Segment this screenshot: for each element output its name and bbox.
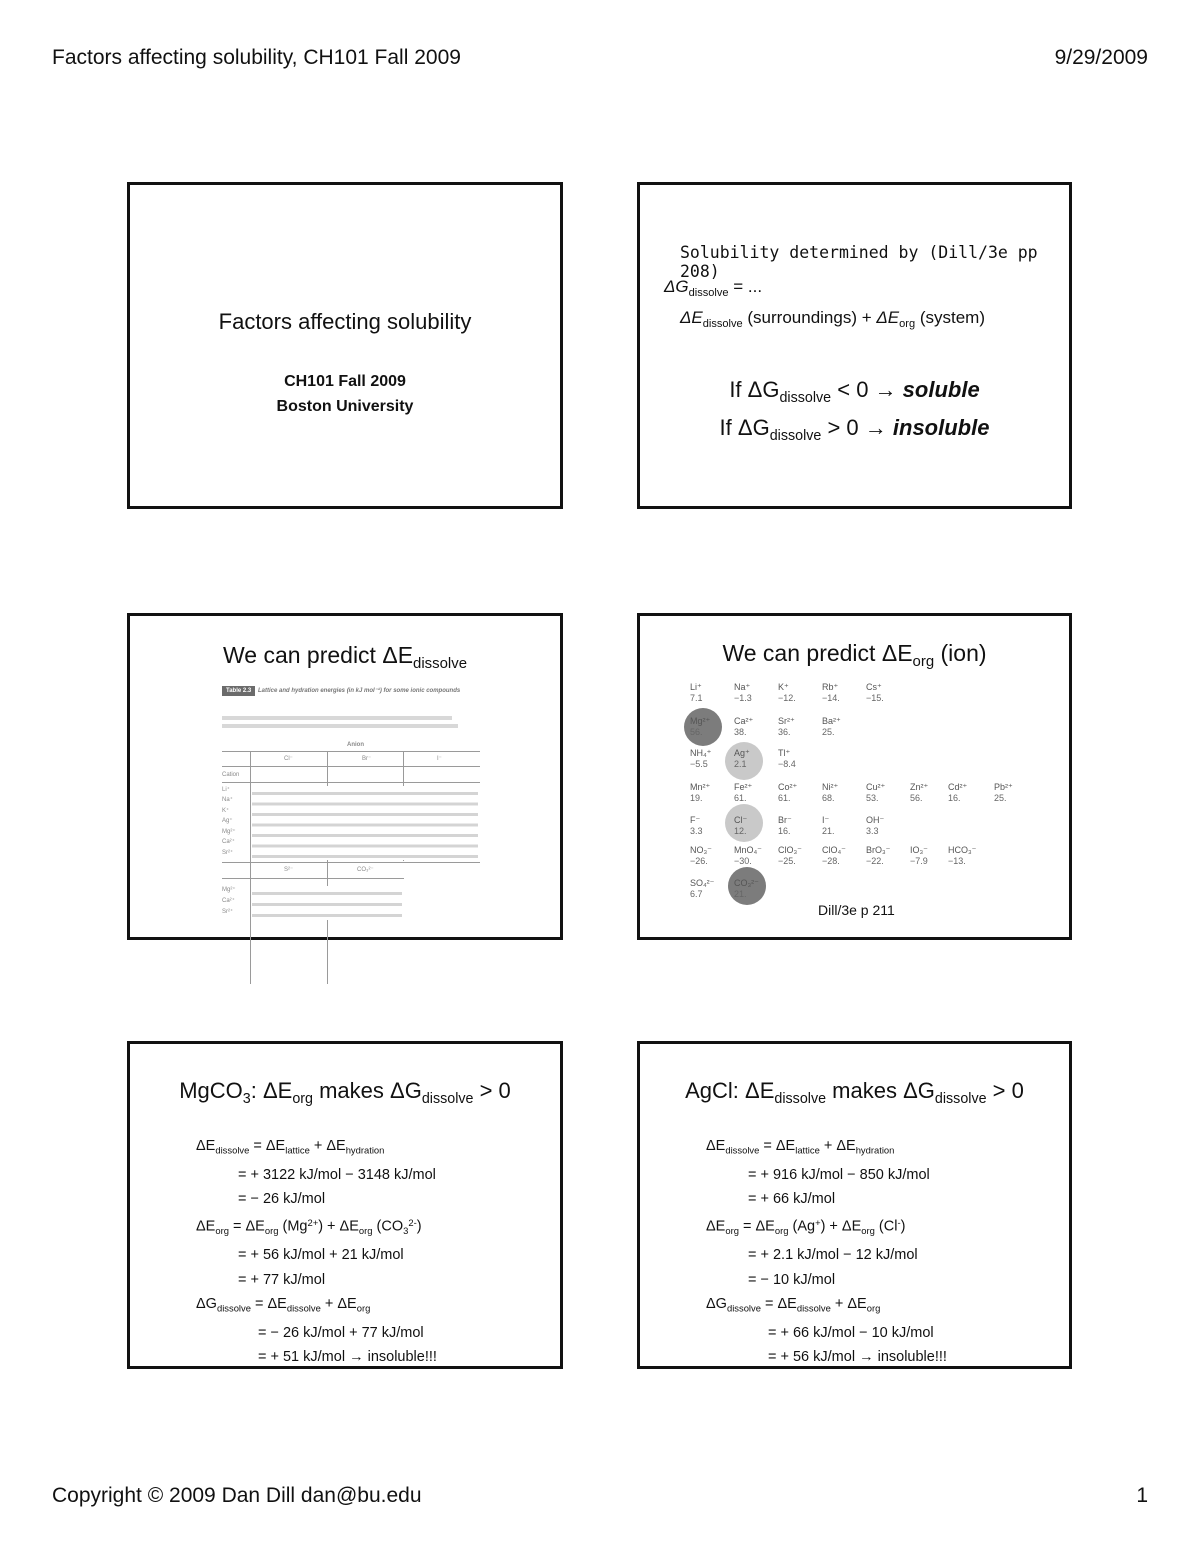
slide-4-title-sub: org — [912, 653, 935, 671]
if1-a: If ΔG — [729, 377, 780, 402]
ion-entry — [822, 716, 841, 738]
ion-value: 21. — [822, 826, 835, 836]
s5-l4-s3: org — [358, 1225, 373, 1237]
dissolve-sub: dissolve — [688, 286, 729, 299]
slide-3-title-sub: dissolve — [413, 655, 468, 673]
s5-l7-a: ΔG — [196, 1296, 217, 1313]
s6-l4-s1: org — [725, 1225, 739, 1237]
s5-l4-e: (CO — [372, 1218, 404, 1235]
ion-value: 68. — [822, 793, 835, 803]
anion-col-2: Br⁻ — [362, 756, 372, 762]
ion-entry — [734, 878, 759, 900]
s6-line-6: = − 10 kJ/mol — [748, 1271, 836, 1288]
ion-value: −5.5 — [690, 759, 708, 769]
ion-entry — [690, 815, 703, 837]
s6-l1-b: = ΔE — [759, 1138, 796, 1154]
s6-line-5: = + 2.1 kJ/mol − 12 kJ/mol — [748, 1247, 918, 1264]
ion-name: Mn²⁺ — [690, 782, 711, 792]
dg-symbol: ΔG — [664, 277, 689, 296]
ion-entry — [690, 845, 712, 867]
s5-l7-b: = ΔE — [250, 1296, 287, 1313]
ion-name: F⁻ — [690, 815, 701, 825]
ion-name: BrO₃⁻ — [866, 845, 891, 855]
s5-t-sub2: org — [292, 1091, 313, 1107]
ion-entry — [690, 716, 710, 738]
s6-line-3: = + 66 kJ/mol — [748, 1190, 836, 1207]
s6-l7-b: = ΔE — [760, 1296, 797, 1313]
if2-sub: dissolve — [769, 428, 822, 444]
slide-3 — [127, 613, 563, 940]
s6-line-8: = + 66 kJ/mol − 10 kJ/mol — [768, 1324, 934, 1341]
cation-row-4: Ag⁺ — [222, 818, 233, 824]
ion-name: Ca²⁺ — [734, 716, 754, 726]
anion-col-3: I⁻ — [437, 756, 442, 762]
cation-row-6: Ca²⁺ — [222, 839, 235, 845]
s5-t-c: makes ΔG — [312, 1078, 422, 1103]
table-desc-line2 — [222, 724, 458, 728]
ion-value: −13. — [948, 856, 966, 866]
ion-name: ClO₄⁻ — [822, 845, 846, 855]
ion-name: Cd²⁺ — [948, 782, 968, 792]
ion-energy-grid — [690, 682, 1030, 907]
ion-entry — [822, 815, 835, 837]
slide-2-line2 — [664, 277, 762, 299]
s5-t-sub1: 3 — [242, 1091, 251, 1107]
ion-value: 2.1 — [734, 759, 747, 769]
s5-line-4 — [196, 1211, 437, 1243]
s5-line-8: = − 26 kJ/mol + 77 kJ/mol — [258, 1324, 424, 1341]
ion-name: Zn²⁺ — [910, 782, 929, 792]
ion-entry — [690, 682, 703, 704]
ion-name: Cs⁺ — [866, 682, 882, 692]
s5-l4-c: (Mg — [278, 1218, 308, 1235]
slide-2-if-soluble — [640, 377, 1069, 406]
if1-sub: dissolve — [779, 390, 832, 406]
ion-value: 25. — [822, 727, 835, 737]
org-sub: org — [899, 317, 916, 330]
table-rule-3 — [222, 782, 480, 783]
s5-l1-s1: dissolve — [215, 1144, 250, 1156]
s5-line-5: = + 56 kJ/mol + 21 kJ/mol — [238, 1247, 404, 1264]
system-text: (system) — [915, 308, 985, 327]
s6-l7-s2: dissolve — [796, 1302, 831, 1314]
s5-line-2: = + 3122 kJ/mol − 3148 kJ/mol — [238, 1166, 436, 1183]
s6-l4-s2: org — [774, 1225, 789, 1237]
ion-value: 61. — [778, 793, 791, 803]
s5-l1-s3: hydration — [345, 1144, 385, 1156]
s6-l7-c: + ΔE — [830, 1296, 867, 1313]
s6-t-sub2: dissolve — [934, 1091, 987, 1107]
table-rows-block-2 — [252, 886, 402, 920]
s6-l1-s2: lattice — [795, 1144, 820, 1156]
s6-l7-s3: org — [866, 1302, 881, 1314]
ion-entry — [690, 782, 710, 804]
s5-l7-c: + ΔE — [320, 1296, 357, 1313]
ion-name: CO₃²⁻ — [734, 878, 759, 888]
ion-value: −15. — [866, 693, 884, 703]
s5-l4-sup2: 2- — [408, 1217, 417, 1229]
ion-value: −12. — [778, 693, 796, 703]
ion-value: 53. — [866, 793, 879, 803]
slide-1 — [127, 182, 563, 509]
ion-value: −26. — [690, 856, 708, 866]
dissolve2-sub: dissolve — [702, 317, 743, 330]
s6-l7-s1: dissolve — [726, 1302, 761, 1314]
s5-l4-a: ΔE — [196, 1218, 216, 1235]
ion-value: −1.3 — [734, 693, 752, 703]
if2-a: If ΔG — [719, 415, 770, 440]
s6-line-7 — [706, 1292, 947, 1321]
s6-l4-sup1: + — [815, 1217, 821, 1229]
s6-l4-s3: org — [861, 1225, 875, 1237]
ion-value: 61. — [734, 793, 747, 803]
s6-l1-s3: hydration — [855, 1144, 895, 1156]
vline-1 — [250, 751, 251, 984]
s6-l1-s1: dissolve — [725, 1144, 760, 1156]
header-title-part1: Factors affecting solubility, — [52, 46, 304, 69]
ion-entry — [734, 782, 752, 804]
s5-t-sub3: dissolve — [421, 1091, 474, 1107]
slide-3-title — [130, 642, 560, 672]
ion-entry — [910, 845, 928, 867]
page-footer-copyright: Copyright © 2009 Dan Dill dan@bu.edu — [52, 1484, 422, 1507]
s5-l7-s2: dissolve — [286, 1302, 321, 1314]
dg-eq: = ... — [728, 277, 763, 296]
anion2-col-2: CO₃²⁻ — [357, 867, 374, 873]
ion-entry — [734, 748, 750, 770]
page-header-title — [52, 46, 461, 70]
ion-value: 36. — [778, 727, 791, 737]
ion-entry — [734, 845, 762, 867]
cation2-row-3: Sr²⁺ — [222, 909, 234, 915]
ion-name: Co²⁺ — [778, 782, 798, 792]
insoluble-word: insoluble — [892, 415, 990, 440]
s6-l4-a: ΔE — [706, 1218, 726, 1235]
anion-header: Anion — [347, 742, 364, 748]
ion-entry — [866, 845, 890, 867]
slide-4-title — [640, 640, 1069, 670]
ion-entry — [994, 782, 1013, 804]
s5-l4-d: ) + ΔE — [318, 1218, 359, 1235]
ion-name: ClO₃⁻ — [778, 845, 802, 855]
s5-t-a: MgCO — [179, 1078, 243, 1103]
s6-line-9: = + 56 kJ/mol → insoluble!!! — [768, 1348, 947, 1365]
slide-4-title-b: (ion) — [934, 640, 987, 666]
s5-l4-f: ) — [416, 1218, 422, 1235]
page-header-date: 9/29/2009 — [1054, 46, 1148, 69]
ion-entry — [822, 682, 840, 704]
ion-entry — [778, 782, 797, 804]
slide-5 — [127, 1041, 563, 1369]
ion-name: MnO₄⁻ — [734, 845, 762, 855]
ion-name: Ni²⁺ — [822, 782, 839, 792]
ion-entry — [948, 845, 976, 867]
ion-name: Ba²⁺ — [822, 716, 841, 726]
ion-name: NO₃⁻ — [690, 845, 712, 855]
table-rows-block — [252, 786, 478, 860]
cation-row-5: Mg²⁺ — [222, 829, 236, 835]
slide-2 — [637, 182, 1072, 509]
ion-name: NH₄⁺ — [690, 748, 712, 758]
cation-row-3: K⁺ — [222, 808, 230, 814]
surroundings-text: (surroundings) + — [742, 308, 877, 327]
ion-entry — [910, 782, 928, 804]
ion-name: Pb²⁺ — [994, 782, 1013, 792]
slide-6-calculation — [706, 1134, 947, 1369]
table-rule-top — [222, 751, 480, 752]
slide-1-course: CH101 Fall 2009 — [284, 373, 406, 390]
slide-2-if-insoluble — [640, 415, 1069, 444]
lattice-hydration-table — [222, 686, 480, 921]
s6-l1-c: + ΔE — [819, 1138, 856, 1154]
ion-entry — [866, 782, 885, 804]
ion-entry — [690, 878, 714, 900]
cation2-row-2: Ca²⁺ — [222, 898, 235, 904]
ion-entry — [734, 815, 747, 837]
table-rule-5 — [222, 878, 404, 879]
ion-entry — [778, 815, 792, 837]
s6-l4-f: ) — [900, 1218, 906, 1235]
ion-entry — [948, 782, 967, 804]
table-caption: Lattice and hydration energies (in kJ mol⁻¹) for some ionic compounds — [258, 688, 461, 694]
s6-t-c: > 0 — [986, 1078, 1024, 1103]
ion-value: −14. — [822, 693, 840, 703]
ion-name: Rb⁺ — [822, 682, 839, 692]
s5-line-1 — [196, 1134, 437, 1163]
s6-l7-a: ΔG — [706, 1296, 727, 1313]
slide-5-title — [130, 1078, 560, 1107]
ion-value: 7.1 — [690, 693, 703, 703]
ion-value: −8.4 — [778, 759, 796, 769]
table-desc-line1 — [222, 716, 452, 720]
ion-entry — [866, 682, 884, 704]
ion-entry — [778, 682, 796, 704]
s5-line-3: = − 26 kJ/mol — [238, 1190, 326, 1207]
ion-value: 56. — [910, 793, 923, 803]
s6-l4-e: (Cl — [874, 1218, 898, 1235]
slide-3-title-a: We can predict ΔE — [222, 642, 414, 668]
s5-l4-s2: org — [264, 1225, 279, 1237]
ion-entry — [866, 815, 884, 837]
ion-entry — [734, 682, 752, 704]
ion-value: 3.3 — [690, 826, 703, 836]
de-symbol: ΔE — [680, 308, 703, 327]
s5-l7-s3: org — [356, 1302, 371, 1314]
slide-1-title: Factors affecting solubility — [218, 309, 472, 334]
s5-l4-s4: 3 — [403, 1225, 409, 1237]
s6-l4-sup2: - — [897, 1217, 901, 1229]
ion-name: Cu²⁺ — [866, 782, 886, 792]
s5-l4-s1: org — [215, 1225, 229, 1237]
cation-header: Cation — [222, 772, 240, 778]
ion-value: 19. — [690, 793, 703, 803]
ion-name: Fe²⁺ — [734, 782, 753, 792]
ion-name: Ag⁺ — [734, 748, 750, 758]
s6-t-a: AgCl: ΔE — [685, 1078, 775, 1103]
ion-entry — [778, 845, 802, 867]
s6-l1-a: ΔE — [706, 1138, 726, 1154]
slide-1-university: Boston University — [276, 398, 414, 415]
slide-6-title — [640, 1078, 1069, 1107]
ion-name: Mg²⁺ — [690, 716, 711, 726]
ion-value: −28. — [822, 856, 840, 866]
slide-5-calculation — [196, 1134, 437, 1369]
ion-value: 21. — [734, 889, 747, 899]
ion-name: I⁻ — [822, 815, 830, 825]
ion-entry — [690, 748, 711, 770]
ion-entry — [778, 748, 796, 770]
s6-l4-c: (Ag — [788, 1218, 816, 1235]
slide-4-title-a: We can predict ΔE — [722, 640, 913, 666]
if2-b: > 0 → — [821, 415, 893, 440]
slide-4-ref: Dill/3e p 211 — [818, 902, 895, 918]
s5-l1-c: + ΔE — [309, 1138, 346, 1154]
s6-line-2: = + 916 kJ/mol − 850 kJ/mol — [748, 1166, 930, 1183]
s5-l4-sup1: 2+ — [307, 1217, 319, 1229]
slide-4 — [637, 613, 1072, 940]
cation2-row-1: Mg²⁺ — [222, 887, 236, 893]
ion-entry — [734, 716, 753, 738]
s5-l1-a: ΔE — [196, 1138, 216, 1154]
ion-value: 6.7 — [690, 889, 703, 899]
cation-row-1: Li⁺ — [222, 787, 230, 793]
ion-name: Br⁻ — [778, 815, 792, 825]
ion-value: 25. — [994, 793, 1007, 803]
s5-line-7 — [196, 1292, 437, 1321]
s5-t-d: > 0 — [473, 1078, 511, 1103]
slide-2-line3 — [680, 308, 985, 330]
ion-value: 16. — [778, 826, 791, 836]
ion-name: Cl⁻ — [734, 815, 748, 825]
ion-value: 3.3 — [866, 826, 879, 836]
table-rule-2 — [222, 766, 480, 767]
s6-line-1 — [706, 1134, 947, 1163]
s5-t-b: : ΔE — [250, 1078, 293, 1103]
soluble-word: soluble — [902, 377, 980, 402]
s5-l1-s2: lattice — [285, 1144, 310, 1156]
table-rule-4 — [222, 862, 480, 863]
page-number: 1 — [1136, 1484, 1148, 1507]
table-badge: Table 2.3 — [222, 686, 255, 696]
ion-value: −7.9 — [910, 856, 928, 866]
slide-2-line1: Solubility determined by (Dill/3e pp 208) — [680, 243, 1038, 281]
if1-b: < 0 → — [831, 377, 903, 402]
anion-col-1: Cl⁻ — [284, 756, 293, 762]
ion-entry — [822, 782, 838, 804]
ion-name: Sr²⁺ — [778, 716, 795, 726]
ion-name: IO₃⁻ — [910, 845, 928, 855]
ion-value: 56. — [690, 727, 703, 737]
s5-l1-b: = ΔE — [249, 1138, 286, 1154]
s5-line-9: = + 51 kJ/mol → insoluble!!! — [258, 1348, 437, 1365]
ion-name: Tl⁺ — [778, 748, 791, 758]
s6-t-b: makes ΔG — [826, 1078, 935, 1103]
s6-l4-d: ) + ΔE — [820, 1218, 862, 1235]
ion-name: K⁺ — [778, 682, 789, 692]
ion-value: 16. — [948, 793, 961, 803]
anion2-col-1: S²⁻ — [284, 867, 294, 873]
s6-t-sub1: dissolve — [774, 1091, 827, 1107]
ion-name: Na⁺ — [734, 682, 751, 692]
ion-name: HCO₃⁻ — [948, 845, 977, 855]
ion-value: 12. — [734, 826, 747, 836]
ion-entry — [822, 845, 846, 867]
ion-value: −25. — [778, 856, 796, 866]
header-title-part2: CH101 Fall 2009 — [303, 46, 461, 69]
s5-l4-b: = ΔE — [228, 1218, 265, 1235]
ion-name: SO₄²⁻ — [690, 878, 715, 888]
s6-line-4 — [706, 1211, 947, 1243]
cation-row-7: Sr²⁺ — [222, 850, 234, 856]
ion-name: OH⁻ — [866, 815, 885, 825]
ion-entry — [778, 716, 795, 738]
de2-symbol: ΔE — [876, 308, 900, 327]
ion-name: Li⁺ — [690, 682, 702, 692]
s5-l7-s1: dissolve — [216, 1302, 251, 1314]
slide-6 — [637, 1041, 1072, 1369]
ion-value: −30. — [734, 856, 752, 866]
ion-value: −22. — [866, 856, 884, 866]
s6-l4-b: = ΔE — [738, 1218, 775, 1235]
s5-line-6: = + 77 kJ/mol — [238, 1271, 326, 1288]
ion-value: 38. — [734, 727, 747, 737]
cation-row-2: Na⁺ — [222, 797, 233, 803]
